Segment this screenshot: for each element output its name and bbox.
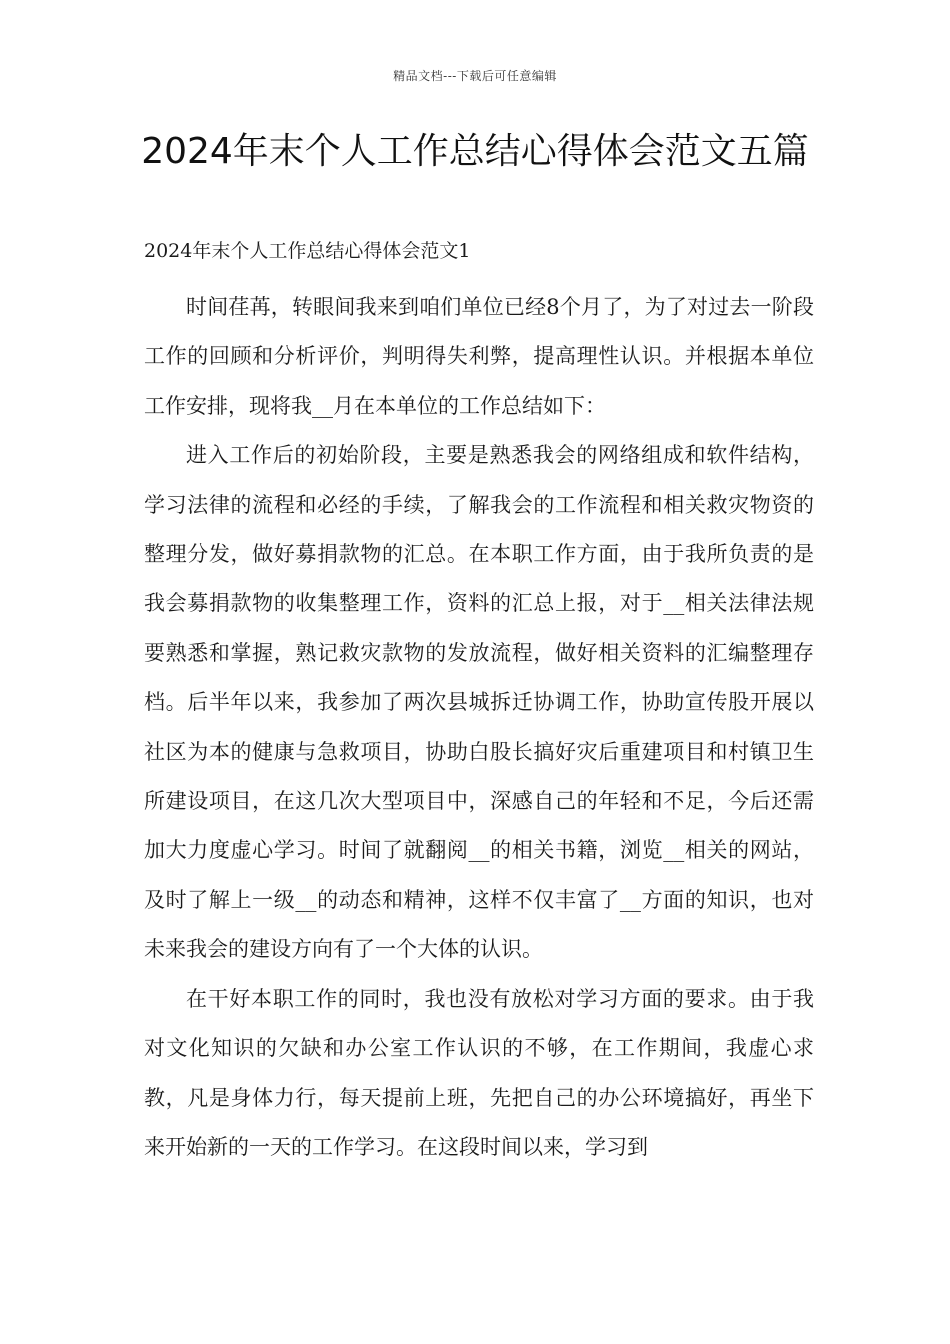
section-subtitle: 2024年末个人工作总结心得体会范文1 [144, 240, 471, 262]
paragraph-1: 时间荏苒，转眼间我来到咱们单位已经8个月了，为了对过去一阶段工作的回顾和分析评价，判明得失利弊，提高理性认识。并根据本单位工作安排，现将我__月在本单位的工作总结如下： [144, 295, 814, 418]
paragraph-3: 在干好本职工作的同时，我也没有放松对学习方面的要求。由于我对文化知识的欠缺和办公室工作认识的不够，在工作期间，我虚心求教，凡是身体力行，每天提前上班，先把自己的办公环境搞好，再坐下来开始新的一天的工作学习。在这段时间以来，学习到 [144, 986, 814, 1159]
document-body [144, 283, 814, 1172]
paragraph-2: 进入工作后的初始阶段，主要是熟悉我会的网络组成和软件结构，学习法律的流程和必经的手续，了解我会的工作流程和相关救灾物资的整理分发，做好募捐款物的汇总。在本职工作方面，由于我所负责的是我会募捐款物的收集整理工作，资料的汇总上报，对于__相关法律法规要熟悉和掌握，熟记救灾款物的发放流程，做好相关资料的汇编整理存档。后半年以来，我参加了两次县城拆迁协调工作，协助宣传股开展以社区为本的健康与急救项目，协助白股长搞好灾后重建项目和村镇卫生所建设项目，在这几次大型项目中，深感自己的年轻和不足，今后还需加大力度虚心学习。时间了就翻阅__的相关书籍，浏览__相关的网站，及时了解上一级__的动态和精神，这样不仅丰富了__方面的知识，也对未来我会的建设方向有了一个大体的认识。 [144, 443, 814, 962]
document-title: 2024年末个人工作总结心得体会范文五篇 [141, 131, 809, 172]
header-note: 精品文档---下载后可任意编辑 [393, 69, 557, 83]
